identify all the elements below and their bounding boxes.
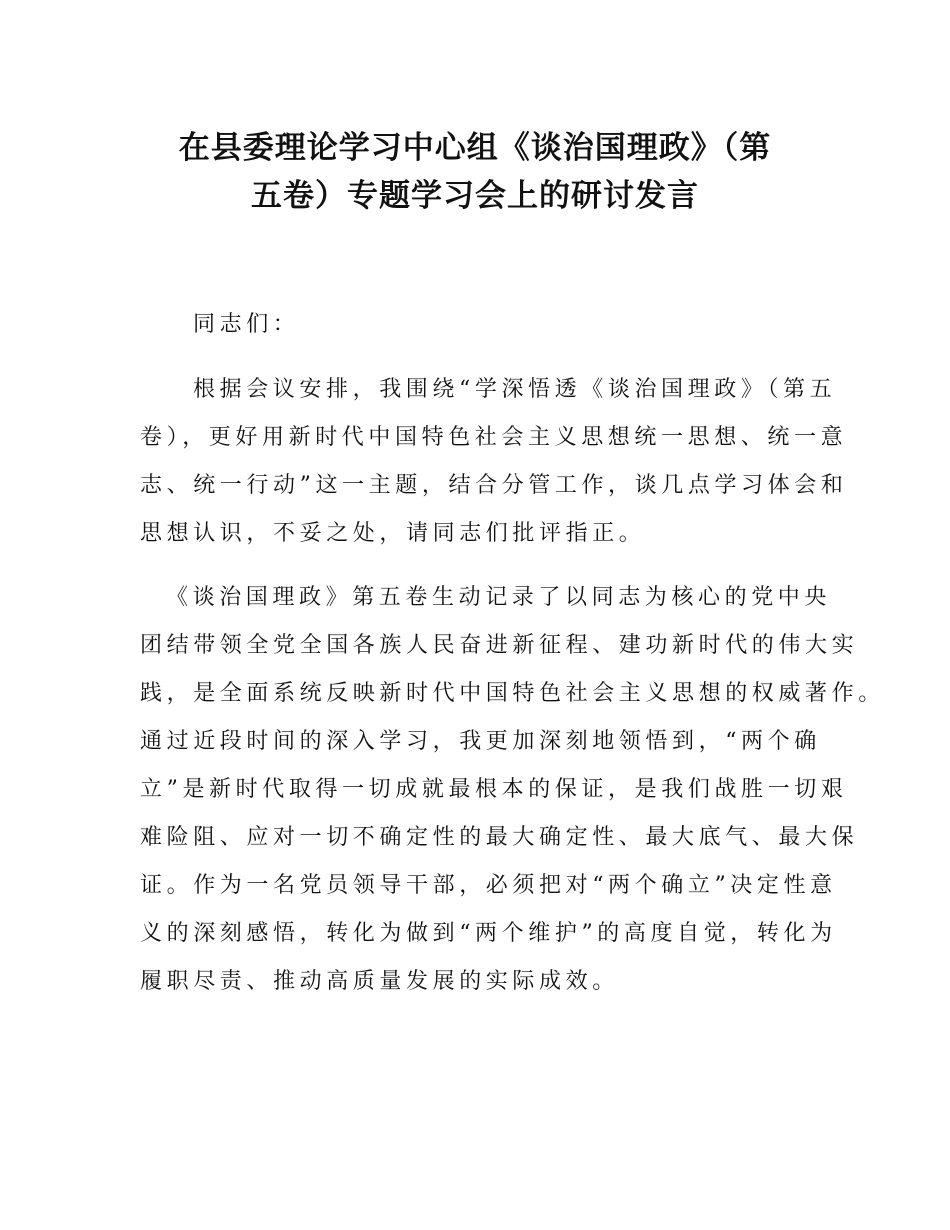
paragraph-line: 团结带领全党全国各族人民奋进新征程、建功新时代的伟大实 [140,633,859,658]
paragraph-line: 志、统一行动”这一主题，结合分管工作，谈几点学习体会和 [140,473,848,498]
document-title-line-1: 在县委理论学习中心组《谈治国理政》（第 [178,130,772,166]
paragraph-line: 根据会议安排，我围绕“学深悟透《谈治国理政》（第五 [193,377,837,402]
paragraph-line: 立”是新时代取得一切成就最根本的保证，是我们战胜一切艰 [140,777,848,802]
paragraph-line: 践，是全面系统反映新时代中国特色社会主义思想的权威著作。 [140,681,885,706]
paragraph-line: 证。作为一名党员领导干部，必须把对“两个确立”决定性意 [140,873,837,898]
document-title-line-2: 五卷）专题学习会上的研讨发言 [251,178,699,214]
salutation: 同志们： [193,312,300,337]
paragraph-line: 义的深刻感悟，转化为做到“两个维护”的高度自觉，转化为 [140,921,837,946]
paragraph-line: 卷），更好用新时代中国特色社会主义思想统一思想、统一意 [140,425,848,450]
paragraph-line: 难险阻、应对一切不确定性的最大确定性、最大底气、最大保 [140,825,859,850]
paragraph-line: 思想认识，不妥之处，请同志们批评指正。 [140,521,646,546]
paragraph-line: 履职尽责、推动高质量发展的实际成效。 [140,969,619,994]
paragraph-line: 通过近段时间的深入学习，我更加深刻地领悟到，“两个确 [140,729,821,754]
paragraph-line: 《谈治国理政》第五卷生动记录了以同志为核心的党中央 [166,585,832,610]
